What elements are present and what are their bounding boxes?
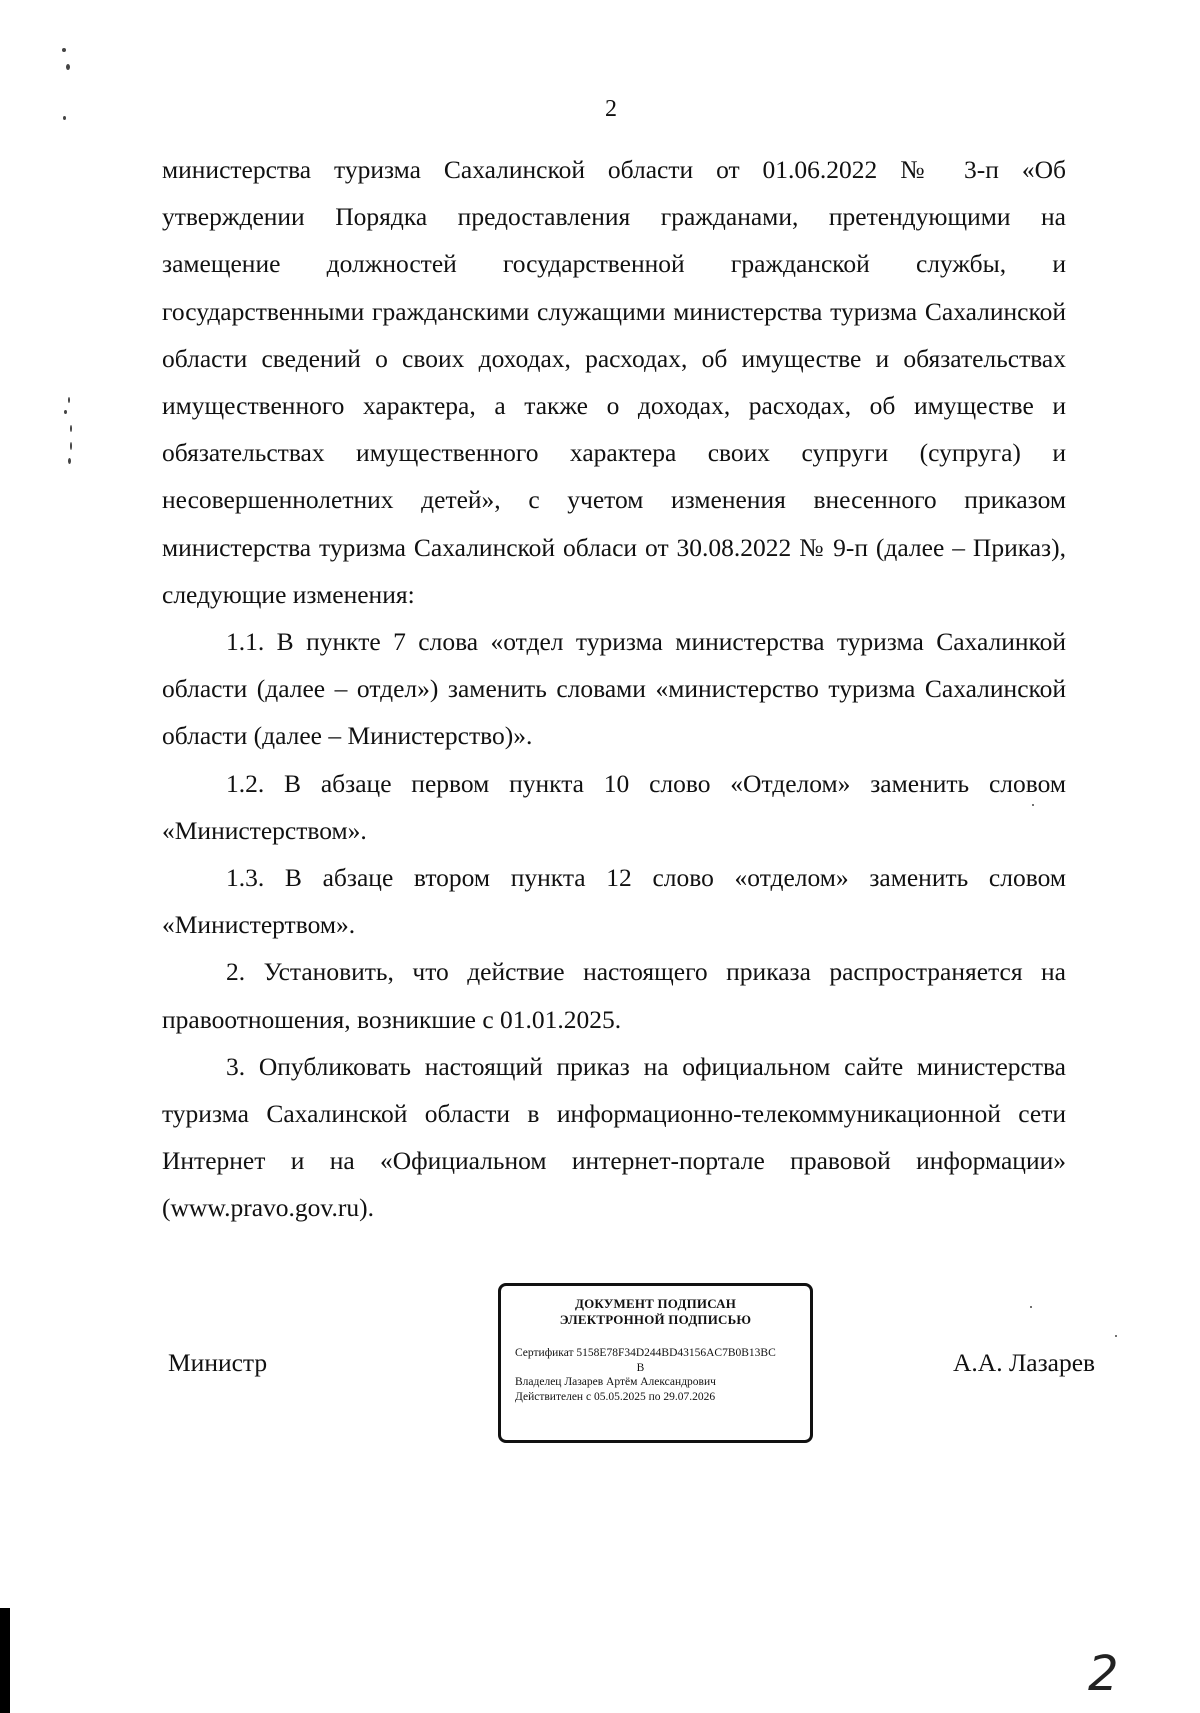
stamp-validity: Действителен с 05.05.2025 по 29.07.2026 bbox=[515, 1390, 716, 1403]
paragraph-item-1-1: 1.1. В пункте 7 слова «отдел туризма министерства туризма Сахалинкой области (далее – отдел») заменить словами «министерство туризма Сахалинской области (далее – Министерство)». bbox=[162, 627, 1066, 751]
scan-speck bbox=[63, 116, 66, 120]
page-number: 2 bbox=[605, 96, 617, 122]
stamp-certificate-cont: B bbox=[636, 1361, 645, 1374]
signature-role: Министр bbox=[168, 1348, 268, 1377]
document-body bbox=[162, 146, 1066, 1232]
scan-speck bbox=[1115, 1335, 1117, 1337]
scan-edge-bar bbox=[0, 1608, 10, 1713]
scan-speck bbox=[68, 458, 71, 464]
scan-speck bbox=[70, 425, 72, 432]
scan-speck bbox=[68, 397, 70, 403]
paragraph-item-1-3: 1.3. В абзаце втором пункта 12 слово «отделом» заменить словом «Министертвом». bbox=[162, 863, 1066, 940]
scan-speck bbox=[64, 410, 67, 414]
stamp-certificate: Сертификат 5158E78F34D244BD43156AC7B0B13BC bbox=[515, 1347, 776, 1359]
electronic-signature-stamp bbox=[498, 1283, 813, 1443]
paragraph-continuation: министерства туризма Сахалинской области от 01.06.2022 № 3-п «Об утверждении Порядка предоставления гражданами, претендующими на замещение должностей государственной гражданской службы, и государственными гражданскими служащими министерства туризма Сахалинской области сведений о своих доходах, расходах, об имуществе и обязательствах имущественного характера, а также о доходах, расходах, об имуществе и обязательствах имущественного характера своих супруги (супруга) и несовершеннолетних детей», с учетом изменения внесенного приказом министерства туризма Сахалинской облаcи от 30.08.2022 № 9-п (далее – Приказ), следующие изменения: bbox=[162, 155, 1066, 609]
paragraph-item-3: 3. Опубликовать настоящий приказ на официальном сайте министерства туризма Сахалинской области в информационно-телекоммуникационной сети Интернет и на «Официальном интернет-портале правовой информации» (www.pravo.gov.ru). bbox=[162, 1051, 1066, 1223]
scan-speck bbox=[66, 64, 70, 70]
scan-speck bbox=[62, 48, 66, 52]
scan-speck bbox=[1030, 1306, 1032, 1308]
stamp-title-line1: ДОКУМЕНТ ПОДПИСАН bbox=[574, 1296, 737, 1311]
stamp-owner: Владелец Лазарев Артём Александрович bbox=[515, 1376, 716, 1388]
paragraph-item-1-2: 1.2. В абзаце первом пункта 10 слово «Отделом» заменить словом «Министерством». bbox=[162, 768, 1066, 845]
scan-speck bbox=[70, 442, 72, 450]
signature-name: А.А. Лазарев bbox=[953, 1348, 1096, 1377]
scan-speck bbox=[1032, 804, 1034, 806]
handwritten-page-number: 2 bbox=[1088, 1646, 1119, 1702]
paragraph-item-2: 2. Установить, что действие настоящего приказа распространяется на правоотношения, возникшие с 01.01.2025. bbox=[162, 957, 1066, 1034]
stamp-title-line2: ЭЛЕКТРОННОЙ ПОДПИСЬЮ bbox=[559, 1312, 752, 1327]
